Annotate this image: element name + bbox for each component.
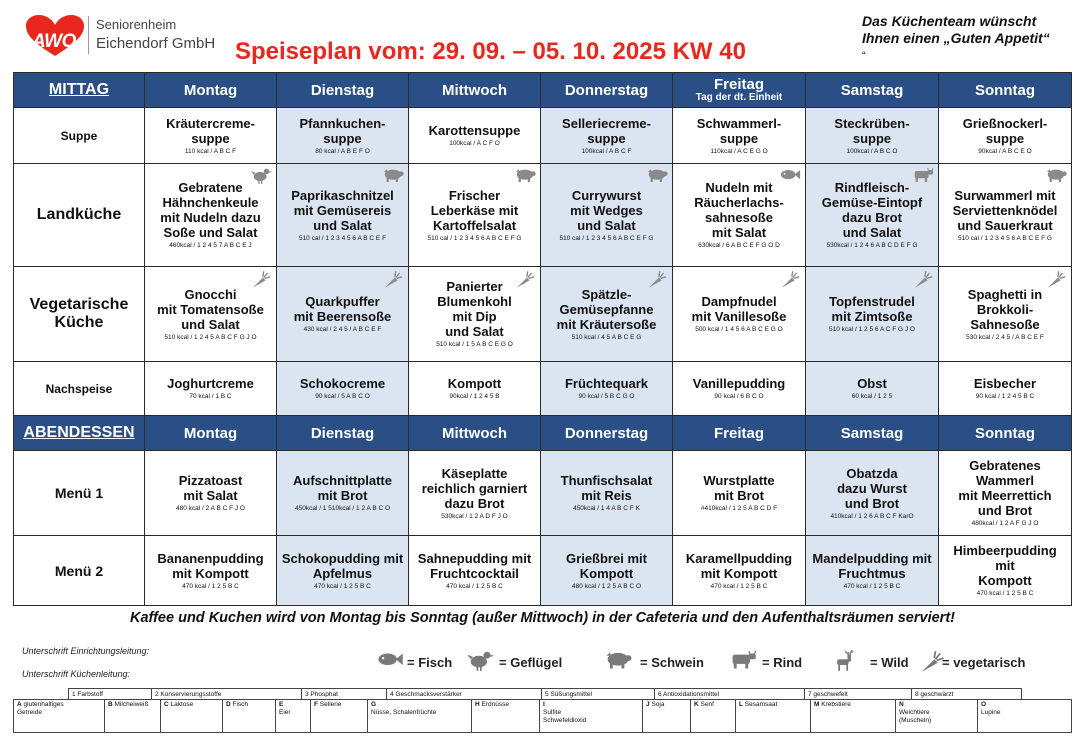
meal-cell <box>806 451 939 536</box>
allergen-text: Krebstiere <box>821 701 851 708</box>
additive-item: 1 Farbstoff <box>69 689 152 700</box>
dish-name: Selleriecreme- suppe <box>562 115 651 146</box>
day-name: Mittwoch <box>442 81 507 99</box>
meal-cell <box>673 362 806 416</box>
carrot-icon <box>382 270 404 293</box>
kcal-allergens: 100kcal / A B C O <box>846 147 898 155</box>
meal-cell <box>939 451 1072 536</box>
kcal-allergens: 90 kcal / 5 B C G O <box>578 393 635 400</box>
kcal-allergens: 90kcal / A B C E O <box>978 147 1032 155</box>
dish-name: Wurstplatte mit Brot <box>703 473 775 503</box>
legend-deer-icon <box>830 650 858 677</box>
kcal-allergens: 510 cal / 1 2 3 4 5 6 A B C E F G <box>559 234 654 242</box>
meal-cell <box>939 536 1072 606</box>
dish-name: Spaghetti in Brokkoli- Sahnesoße <box>967 286 1043 332</box>
dish-name: Himbeerpudding mit Kompott <box>953 543 1057 588</box>
dish-name: Topfenstrudel mit Zimtsoße <box>829 294 915 324</box>
pig-icon <box>382 167 404 190</box>
allergen-code: L <box>739 701 743 708</box>
legend-chicken-icon <box>466 650 494 677</box>
kcal-allergens: 90kcal / 1 2 4 5 B <box>449 393 500 400</box>
kcal-allergens: 510 kcal / 1 5 A B C E G O <box>436 341 513 348</box>
logo-divider <box>88 16 89 54</box>
meal-cell <box>673 164 806 267</box>
meal-cell <box>806 108 939 164</box>
day-name: Donnerstag <box>564 424 649 442</box>
additive-item: 2 Konservierungsstoffe <box>152 689 302 700</box>
allergen-item <box>472 700 540 733</box>
meal-cell <box>277 536 409 606</box>
allergen-code: N <box>899 701 904 708</box>
day-header-freitag <box>673 416 806 451</box>
row-label <box>14 451 145 536</box>
pig-icon <box>1045 167 1067 190</box>
dish-name: Surwammerl mit Serviettenknödel und Sauerkraut <box>952 187 1058 233</box>
meal-cell <box>939 108 1072 164</box>
allergen-code: F <box>314 701 318 708</box>
awo-logo <box>24 14 234 62</box>
meal-cell <box>277 362 409 416</box>
kcal-allergens: #410kcal / 1 2 5 A B C D F <box>700 505 778 512</box>
allergen-item <box>811 700 896 733</box>
row-label-text: Vegetarische Küche <box>29 296 129 331</box>
kcal-allergens: 500 kcal / 1 4 5 6 A B C E G O <box>695 326 783 333</box>
carrot-icon <box>779 270 801 293</box>
allergen-code: I <box>543 701 545 708</box>
kcal-allergens: 470 kcal / 1 2 5 B C <box>843 582 901 590</box>
day-name: Dienstag <box>310 424 375 442</box>
dish-name: Mandelpudding mit Fruchtmus <box>812 550 932 581</box>
day-name: Freitag <box>713 424 764 442</box>
greeting <box>862 13 1077 47</box>
mittag-header-row <box>14 73 1072 108</box>
allergen-text: Eier <box>279 709 291 716</box>
kcal-allergens: 450kcal / 1 510kcal / 1 2 A B C O <box>294 505 391 512</box>
dish-name: Pizzatoast mit Salat <box>178 473 243 503</box>
meal-cell <box>806 267 939 362</box>
day-name: Sonntag <box>975 81 1035 99</box>
signature-facility-head: Unterschrift Einrichtungsleitung: <box>22 646 150 656</box>
kcal-allergens: 480kcal / 1 2 A F G J O <box>971 520 1039 527</box>
meal-cell <box>145 362 277 416</box>
dish-name: Thunfischsalat mit Reis <box>560 473 653 503</box>
coffee-note: Kaffee und Kuchen wird von Montag bis Sonntag (außer Mittwoch) in der Cafeteria und den Aufenthaltsräumen serviert! <box>130 610 955 627</box>
dish-name: Grießnockerl- suppe <box>962 115 1048 146</box>
additive-item: 8 geschwärzt <box>912 689 1022 700</box>
allergen-text: Sulfite Schwefeldioxid <box>543 709 587 724</box>
meal-cell <box>145 267 277 362</box>
kcal-allergens: 470 kcal / 1 2 5 B C <box>710 582 768 590</box>
meal-cell <box>673 451 806 536</box>
row-label <box>14 362 145 416</box>
dish-name: Quarkpuffer mit Beerensoße <box>293 294 392 324</box>
legend-label: = Geflügel <box>499 655 563 670</box>
meal-cell <box>939 362 1072 416</box>
meal-cell <box>939 267 1072 362</box>
allergen-item <box>161 700 223 733</box>
kcal-allergens: 630kcal / 6 A B C E F G O D <box>698 242 780 249</box>
legend-label: = Schwein <box>640 655 704 670</box>
allergen-item <box>978 700 1072 733</box>
allergen-text: Lupine <box>981 709 1001 716</box>
legend-label: = vegetarisch <box>942 655 1026 670</box>
allergen-code: H <box>475 701 480 708</box>
meal-cell <box>409 267 541 362</box>
dish-name: Kompott <box>447 376 502 391</box>
meal-cell <box>277 108 409 164</box>
dish-name: Spätzle- Gemüsepfanne mit Kräutersoße <box>556 286 657 332</box>
pig-icon <box>646 167 668 190</box>
meal-cell <box>541 267 673 362</box>
allergen-code: J <box>646 701 650 708</box>
day-name: Freitag <box>713 76 764 93</box>
table-row <box>14 451 1072 536</box>
allergen-item <box>736 700 811 733</box>
signature-kitchen-head: Unterschrift Küchenleitung: <box>22 669 131 679</box>
fish-icon <box>779 167 801 190</box>
dish-name: Gebratene Hähnchenkeule mit Nudeln dazu Soße und Salat <box>160 180 261 240</box>
kcal-allergens: 70 kcal / 1 B C <box>189 393 232 400</box>
day-header-montag <box>145 416 277 451</box>
kcal-allergens: 110kcal / A C E G O <box>710 147 768 155</box>
meal-cell <box>541 108 673 164</box>
kcal-allergens: 510 cal / 1 2 3 4 5 6 A B C E F G <box>958 234 1052 242</box>
kcal-allergens: 80 kcal / A B E F O <box>315 147 370 155</box>
dish-name: Karottensuppe <box>428 123 521 138</box>
row-label <box>14 108 145 164</box>
meal-cell <box>145 536 277 606</box>
kcal-allergens: 470 kcal / 1 2 5 B C <box>446 582 503 590</box>
allergen-code: O <box>981 701 987 708</box>
table-row <box>14 164 1072 267</box>
legend-fish-icon <box>376 650 404 677</box>
logo-brand: AWO <box>32 31 76 52</box>
dish-name: Aufschnittplatte mit Brot <box>293 473 392 503</box>
dish-name: Steckrüben- suppe <box>834 115 910 146</box>
dish-name: Grießbrei mit Kompott <box>566 550 647 581</box>
kcal-allergens: 480 kcal / 2 A B C F J O <box>175 505 245 512</box>
allergen-code: B <box>108 701 113 708</box>
kcal-allergens: 470 kcal / 1 2 5 B C <box>314 582 371 590</box>
meal-cell <box>409 362 541 416</box>
table-row <box>14 536 1072 606</box>
carrot-icon <box>250 270 272 293</box>
carrot-icon <box>646 270 668 293</box>
greeting-line1: Das Küchenteam wünscht <box>862 13 1037 29</box>
day-header-sonntag <box>939 73 1072 108</box>
allergen-item <box>368 700 472 733</box>
meal-cell <box>409 451 541 536</box>
allergen-item <box>14 700 105 733</box>
day-name: Montag <box>183 424 238 442</box>
allergen-code: M <box>814 701 820 708</box>
legend-label: = Rind <box>762 655 803 670</box>
meal-cell <box>277 451 409 536</box>
kcal-allergens: 450kcal / 1 4 A B C F K <box>573 505 640 512</box>
allergen-text: Soja <box>651 701 665 708</box>
allergen-text: Sellerie <box>319 701 342 708</box>
day-header-mittwoch <box>409 416 541 451</box>
meal-plan-table <box>13 72 1072 630</box>
day-header-dienstag <box>277 416 409 451</box>
row-label <box>14 536 145 606</box>
kcal-allergens: 530 kcal / 2 4 5 / A B C E F <box>966 333 1044 341</box>
kcal-allergens: 510 kcal / 1 2 4 5 A B C F G J O <box>164 333 257 341</box>
legend-cow-icon <box>729 650 757 677</box>
dish-name: Paprikaschnitzel mit Gemüsereis und Salat <box>291 187 394 233</box>
dish-name: Frischer Leberkäse mit Kartoffelsalat <box>430 187 519 233</box>
carrot-icon <box>912 270 934 293</box>
kcal-allergens: 510 cal / 1 2 3 4 5 6 A B C E F <box>298 234 387 242</box>
meal-cell <box>541 536 673 606</box>
logo-line2: Eichendorf GmbH <box>96 35 216 52</box>
table-row <box>14 108 1072 164</box>
meal-cell <box>277 267 409 362</box>
kcal-allergens: 90 kcal / 6 B C O <box>714 393 764 400</box>
kcal-allergens: 510 kcal / 1 2 5 6 A C F G J O <box>829 326 915 333</box>
page-title: Speiseplan vom: 29. 09. – 05. 10. 2025 KW 40 <box>235 38 746 65</box>
dish-name: Currywurst mit Wedges und Salat <box>570 187 643 233</box>
kcal-allergens: 90 kcal / 1 2 4 5 B C <box>975 393 1035 400</box>
allergen-text: glutenhaltiges Getreide <box>17 701 64 716</box>
meal-cell <box>541 451 673 536</box>
allergen-text: Weichtiere (Muscheln) <box>899 709 932 724</box>
allergen-code: D <box>226 701 231 708</box>
day-header-sonntag <box>939 416 1072 451</box>
day-name: Samstag <box>840 424 904 442</box>
additive-item: 4 Geschmacksverstärker <box>387 689 542 700</box>
abend-header-row <box>14 416 1072 451</box>
allergen-item <box>691 700 736 733</box>
dish-name: Joghurtcreme <box>167 376 254 391</box>
meal-cell <box>673 536 806 606</box>
legend-pig-icon <box>604 650 632 677</box>
section-label-mittag: MITTAG <box>14 73 145 108</box>
meal-cell <box>145 164 277 267</box>
kcal-allergens: 470 kcal / 1 2 5 B C <box>976 590 1034 597</box>
meal-cell <box>939 164 1072 267</box>
row-label-text: Menü 1 <box>54 485 104 501</box>
day-header-freitag <box>673 73 806 108</box>
pig-icon <box>514 167 536 190</box>
dish-name: Rindfleisch- Gemüse-Eintopf dazu Brot und Salat <box>821 180 923 240</box>
meal-cell <box>145 108 277 164</box>
meal-cell <box>673 267 806 362</box>
allergen-item <box>896 700 978 733</box>
additive-item: 5 Süßungsmittel <box>542 689 655 700</box>
allergen-item <box>223 700 276 733</box>
day-name: Mittwoch <box>442 424 507 442</box>
allergen-text: Erdnüsse <box>481 701 509 708</box>
dish-name: Nudeln mit Räucherlachs- sahnesoße mit Salat <box>694 180 784 240</box>
day-name: Donnerstag <box>564 81 649 99</box>
meal-cell <box>541 362 673 416</box>
kcal-allergens: 510 kcal / 4 5 A B C E G <box>571 333 642 341</box>
meal-cell <box>806 536 939 606</box>
kcal-allergens: 110 kcal / A B C F <box>184 147 237 155</box>
allergen-code: K <box>694 701 699 708</box>
kcal-allergens: 470 kcal / 1 2 5 B C <box>182 582 239 590</box>
allergen-text: Senf <box>700 701 714 708</box>
allergen-text: Laktose <box>170 701 194 708</box>
kcal-allergens: 530kcal / 1 2 4 6 A B C D E F G <box>826 242 918 249</box>
dish-name: Schokopudding mit Apfelmus <box>281 550 404 581</box>
legend-label: = Wild <box>870 655 909 670</box>
allergen-code: G <box>371 701 377 708</box>
additive-item: 6 Antioxidationsmittel <box>655 689 805 700</box>
day-header-samstag <box>806 416 939 451</box>
additive-item: 7 geschwefelt <box>805 689 912 700</box>
allergen-code: E <box>279 701 284 708</box>
meal-cell <box>409 536 541 606</box>
day-header-donnerstag <box>541 416 673 451</box>
meal-cell <box>409 108 541 164</box>
kcal-allergens: 530kcal / 1 2 A D F J O <box>441 512 508 520</box>
dish-name: Früchtequark <box>564 376 649 391</box>
day-name: Sonntag <box>975 424 1035 442</box>
additive-item: 3 Phosphat <box>302 689 387 700</box>
day-subtitle: Tag der dt. Einheit <box>695 92 783 103</box>
greeting-line2: Ihnen einen „Guten Appetit“ <box>862 30 1050 46</box>
day-header-samstag <box>806 73 939 108</box>
day-header-dienstag <box>277 73 409 108</box>
meal-cell <box>806 164 939 267</box>
allergen-item <box>311 700 368 733</box>
allergen-text: Sesamsaat <box>744 701 778 708</box>
carrot-icon <box>514 270 536 293</box>
dish-name: Schokocreme <box>299 376 386 391</box>
allergen-code: C <box>164 701 169 708</box>
note-row <box>14 606 1072 630</box>
day-header-donnerstag <box>541 73 673 108</box>
dish-name: Panierter Blumenkohl mit Dip und Salat <box>437 279 512 339</box>
day-header-montag <box>145 73 277 108</box>
dish-name: Eisbecher <box>973 376 1037 391</box>
meal-cell <box>277 164 409 267</box>
greeting-line3: “ <box>862 50 866 62</box>
logo-line1: Seniorenheim <box>96 17 177 32</box>
kcal-allergens: 90 kcal / 5 A B C O <box>315 393 370 400</box>
table-row <box>14 267 1072 362</box>
day-name: Montag <box>183 81 238 99</box>
dish-name: Dampfnudel mit Vanillesoße <box>691 294 787 324</box>
kcal-allergens: 460kcal / 1 2 4 5 7 A B C E J <box>169 242 252 249</box>
row-label-text: Nachspeise <box>45 381 113 396</box>
kcal-allergens: 100kcal / A C F O <box>449 140 500 147</box>
dish-name: Kräutercreme- suppe <box>166 115 255 146</box>
dish-name: Bananenpudding mit Kompott <box>157 550 264 581</box>
dish-name: Gebratenes Wammerl mit Meerrettich und Brot <box>958 458 1052 518</box>
row-label <box>14 267 145 362</box>
kcal-allergens: 480 kcal / 1 2 5 A B C O <box>571 582 641 590</box>
dish-name: Karamellpudding mit Kompott <box>685 550 793 581</box>
legend-label: = Fisch <box>407 655 453 670</box>
allergen-item <box>276 700 311 733</box>
table-row <box>14 362 1072 416</box>
allergen-item <box>540 700 643 733</box>
allergen-code: A <box>17 701 22 708</box>
row-label <box>14 164 145 267</box>
day-name: Samstag <box>840 81 904 99</box>
meal-cell <box>673 108 806 164</box>
row-label-text: Menü 2 <box>54 562 104 579</box>
dish-name: Pfannkuchen- suppe <box>299 115 386 146</box>
row-label-text: Suppe <box>60 128 98 143</box>
allergen-text: Fisch <box>232 701 249 708</box>
kcal-allergens: 510 cal / 1 2 3 4 5 6 A B C E F G <box>427 234 522 242</box>
row-label-text: Landküche <box>36 206 122 223</box>
dish-name: Gnocchi mit Tomatensoße und Salat <box>157 286 264 332</box>
dish-name: Obst <box>857 376 887 391</box>
dish-name: Käseplatte reichlich garniert dazu Brot <box>421 465 528 511</box>
dish-name: Schwammerl- suppe <box>696 115 782 146</box>
allergens-table <box>13 699 1072 733</box>
day-name: Dienstag <box>310 81 375 99</box>
dish-name: Sahnepudding mit Fruchtcocktail <box>417 550 532 581</box>
meal-cell <box>806 362 939 416</box>
cow-icon <box>912 167 934 190</box>
meal-cell <box>541 164 673 267</box>
chicken-icon <box>250 167 272 190</box>
kcal-allergens: 60 kcal / 1 2 5 <box>851 393 893 400</box>
allergen-item <box>105 700 161 733</box>
dish-name: Obatzda dazu Wurst und Brot <box>837 465 907 511</box>
meal-cell <box>409 164 541 267</box>
meal-cell <box>145 451 277 536</box>
allergen-item <box>643 700 691 733</box>
kcal-allergens: 430 kcal / 2 4 5 / A B C E F <box>303 326 382 333</box>
kcal-allergens: 100kcal / A B C F <box>581 147 632 155</box>
kcal-allergens: 410kcal / 1 2 6 A B C F KarO <box>830 512 914 520</box>
allergen-text: Milcheiweiß <box>114 701 149 708</box>
section-label-abend: ABENDESSEN <box>14 416 145 451</box>
day-header-mittwoch <box>409 73 541 108</box>
dish-name: Vanillepudding <box>692 376 786 391</box>
allergen-text: Nüsse, Schalenfrüchte <box>371 709 437 716</box>
carrot-icon <box>1045 270 1067 293</box>
